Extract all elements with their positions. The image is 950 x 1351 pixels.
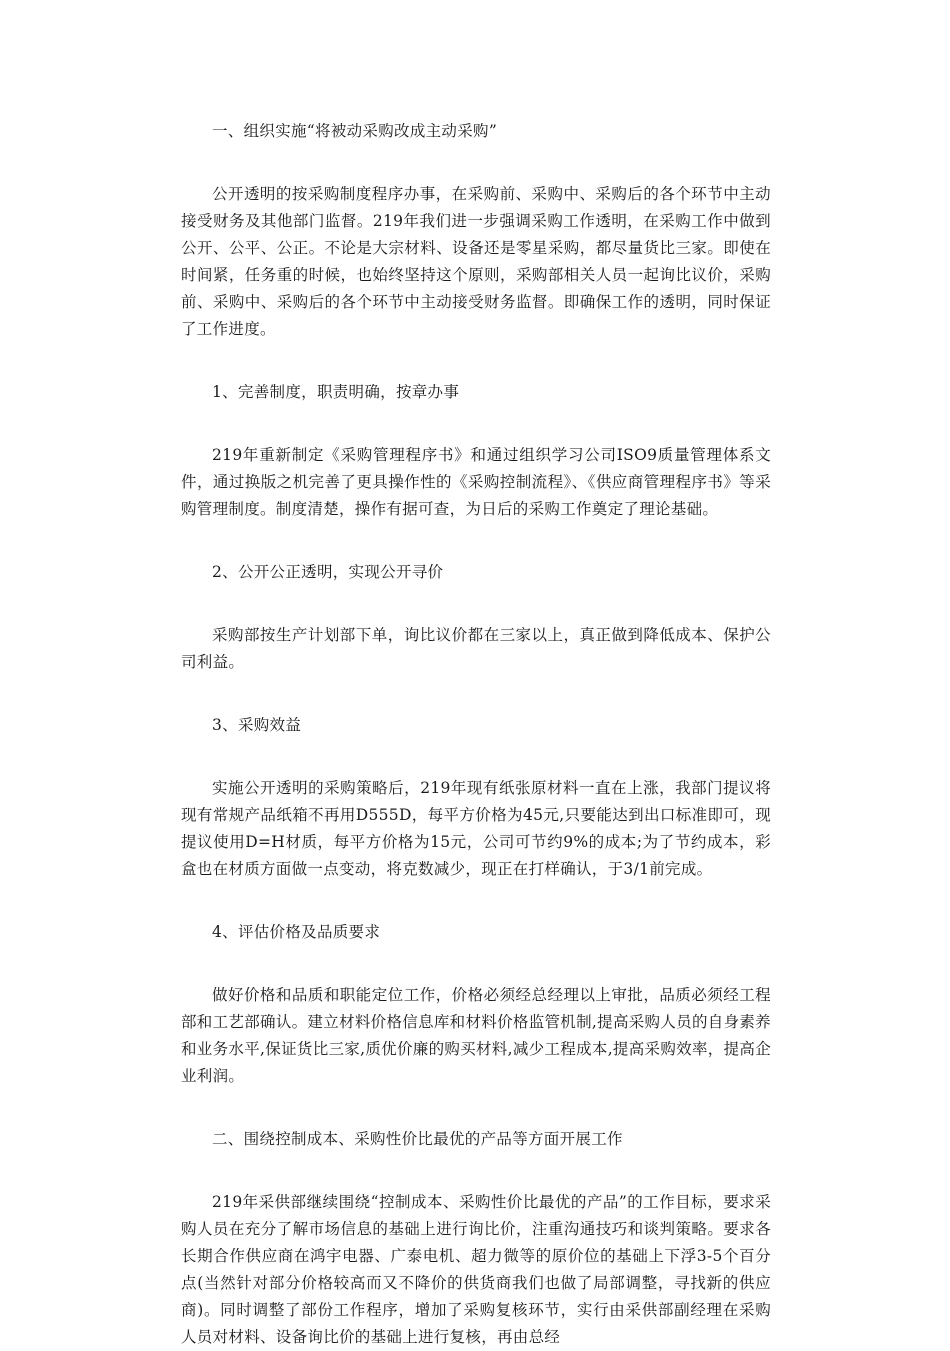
paragraph-3: 采购部按生产计划部下单，询比议价都在三家以上，真正做到降低成本、保护公司利益。: [181, 626, 771, 671]
subheading-4: 4、评估价格及品质要求: [212, 923, 381, 941]
document-page: [181, 118, 771, 1351]
subheading-1: 1、完善制度，职责明确，按章办事: [212, 383, 460, 401]
section-heading-2: 二、围绕控制成本、采购性价比最优的产品等方面开展工作: [212, 1130, 623, 1148]
paragraph-1: 公开透明的按采购制度程序办事，在采购前、采购中、采购后的各个环节中主动接受财务及其他部门监督。219年我们进一步强调采购工作透明，在采购工作中做到公开、公平、公正。不论是大宗材料、设备还是零星采购，都尽量货比三家。即使在时间紧，任务重的时候，也始终坚持这个原则，采购部相关人员一起询比议价，采购前、采购中、采购后的各个环节中主动接受财务监督。即确保工作的透明，同时保证了工作进度。: [181, 185, 771, 338]
paragraph-5: 做好价格和品质和职能定位工作，价格必须经总经理以上审批，品质必须经工程部和工艺部确认。建立材料价格信息库和材料价格监管机制,提高采购人员的自身素养和业务水平,保证货比三家,质优价廉的购买材料,减少工程成本,提高采购效率，提高企业利润。: [181, 986, 771, 1085]
paragraph-2: 219年重新制定《采购管理程序书》和通过组织学习公司ISO9质量管理体系文件，通过换版之机完善了更具操作性的《采购控制流程》、《供应商管理程序书》等采购管理制度。制度清楚，操作有据可查，为日后的采购工作奠定了理论基础。: [181, 446, 771, 518]
paragraph-6: 219年采供部继续围绕“控制成本、采购性价比最优的产品”的工作目标，要求采购人员在充分了解市场信息的基础上进行询比价，注重沟通技巧和谈判策略。要求各长期合作供应商在鸿宇电器、广泰电机、超力微等的原价位的基础上下浮3-5个百分点(当然针对部分价格较高而又不降价的供货商我们也做了局部调整，寻找新的供应商)。同时调整了部份工作程序，增加了采购复核环节，实行由采供部副经理在采购人员对材料、设备询比价的基础上进行复核，再由总经: [181, 1193, 771, 1346]
section-heading-1: 一、组织实施“将被动采购改成主动采购”: [212, 122, 498, 140]
subheading-2: 2、公开公正透明，实现公开寻价: [212, 563, 444, 581]
subheading-3: 3、采购效益: [212, 716, 302, 734]
paragraph-4: 实施公开透明的采购策略后，219年现有纸张原材料一直在上涨，我部门提议将现有常规产品纸箱不再用D555D，每平方价格为45元,只要能达到出口标准即可，现提议使用D=H材质，每平方价格为15元，公司可节约9%的成本;为了节约成本，彩盒也在材质方面做一点变动，将克数减少，现正在打样确认，于3/1前完成。: [181, 779, 771, 878]
